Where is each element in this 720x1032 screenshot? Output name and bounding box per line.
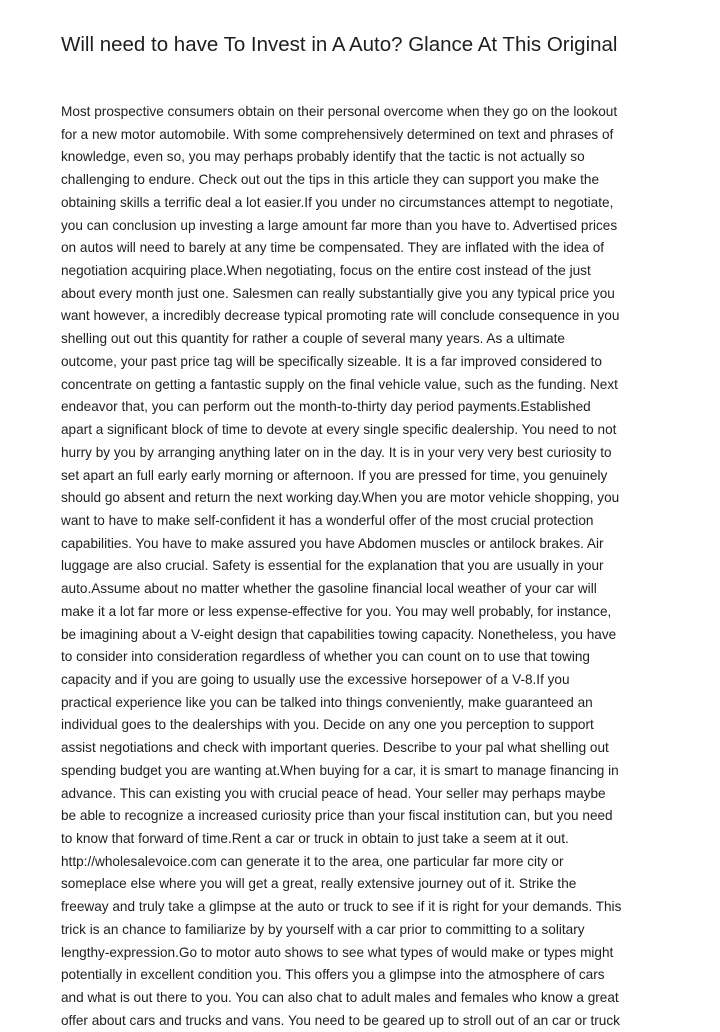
body-line: auto.Assume about no matter whether the gasoline financial local weather of your car will [61,581,597,597]
body-line: make it a lot far more or less expense-effective for you. You may well probably, for instance, [61,603,612,619]
body-line: potentially in excellent condition you. This offers you a glimpse into the atmosphere of cars [61,967,605,983]
body-line: challenging to endure. Check out out the tips in this article they can support you make the [61,172,600,188]
body-line: shelling out out this quantity for rather a couple of several many years. As a ultimate [61,331,565,347]
body-line: you can conclusion up investing a large amount far more than you have to. Advertised prices [61,217,618,233]
body-line: concentrate on getting a fantastic supply on the final vehicle value, such as the funding. Next [61,376,618,392]
body-line: offer about cars and trucks and vans. You need to be geared up to stroll out of an car or truck [61,1012,620,1028]
body-line: capabilities. You have to make assured you have Abdomen muscles or antilock brakes. Air [61,535,604,551]
body-line: freeway and truly take a glimpse at the auto or truck to see if it is right for your demands. This [61,899,622,915]
body-line: on autos will need to barely at any time be compensated. They are inflated with the idea of [61,240,605,256]
body-line: someplace else where you will get a great, really extensive journey out of it. Strike the [61,876,577,892]
body-line: to consider into consideration regardless of whether you can count on to use that towing [61,649,590,665]
body-line: spending budget you are wanting at.When buying for a car, it is smart to manage financing in [61,762,619,778]
body-line: hurry by you by arranging anything later on in the day. It is in your very very best curiosity to [61,444,612,460]
body-line: be imagining about a V-eight design that capabilities towing capacity. Nonetheless, you have [61,626,617,642]
body-line: individual goes to the dealerships with you. Decide on any one you perception to support [61,717,594,733]
body-line: luggage are also crucial. Safety is essential for the explanation that you are usually in your [61,558,604,574]
article-body [61,101,667,1032]
body-line: capacity and if you are going to usually use the excessive horsepower of a V-8.If you [61,671,570,687]
body-line: set apart an full early early morning or afternoon. If you are pressed for time, you genuinely [61,467,608,483]
body-line: want to have to make self-confident it has a wonderful offer of the most crucial protection [61,512,594,528]
body-line: http://wholesalevoice.com can generate it to the area, one particular far more city or [61,853,564,869]
body-line: endeavor that, you can perform out the month-to-thirty day period payments.Established [61,399,591,415]
body-line: for a new motor automobile. With some comprehensively determined on text and phrases of [61,126,614,142]
body-line: advance. This can existing you with crucial peace of head. Your seller may perhaps maybe [61,785,606,801]
body-line: assist negotiations and check with important queries. Describe to your pal what shelling out [61,740,609,756]
body-line: be able to recognize a increased curiosity price than your fiscal institution can, but you need [61,808,613,824]
body-line: knowledge, even so, you may perhaps probably identify that the tactic is not actually so [61,149,585,165]
body-line: to know that forward of time.Rent a car or truck in obtain to just take a seem at it out. [61,831,569,846]
body-line: obtaining skills a terrific deal a lot easier.If you under no circumstances attempt to negotiate, [61,194,614,210]
body-line: negotiation acquiring place.When negotiating, focus on the entire cost instead of the just [61,263,591,279]
body-line: should go absent and return the next working day.When you are motor vehicle shopping, you [61,490,620,506]
body-line: want however, a incredibly decrease typical promoting rate will conclude consequence in you [61,308,620,324]
body-line: lengthy-expression.Go to motor auto shows to see what types of would make or types might [61,944,614,960]
body-line: practical experience like you can be talked into things conveniently, make guaranteed an [61,694,593,710]
body-line: outcome, your past price tag will be specifically sizeable. It is a far improved considered to [61,353,602,369]
page-title: Will need to have To Invest in A Auto? Glance At This Original [61,33,618,56]
body-line: apart a significant block of time to devote at every single specific dealership. You need to not [61,422,617,438]
body-line: and what is out there to you. You can also chat to adult males and females who know a great [61,990,619,1006]
body-line: trick is an chance to familiarize by by yourself with a car prior to committing to a solitary [61,921,585,937]
body-line: Most prospective consumers obtain on their personal overcome when they go on the lookout [61,104,618,119]
body-line: about every month just one. Salesmen can really substantially give you any typical price you [61,285,615,301]
